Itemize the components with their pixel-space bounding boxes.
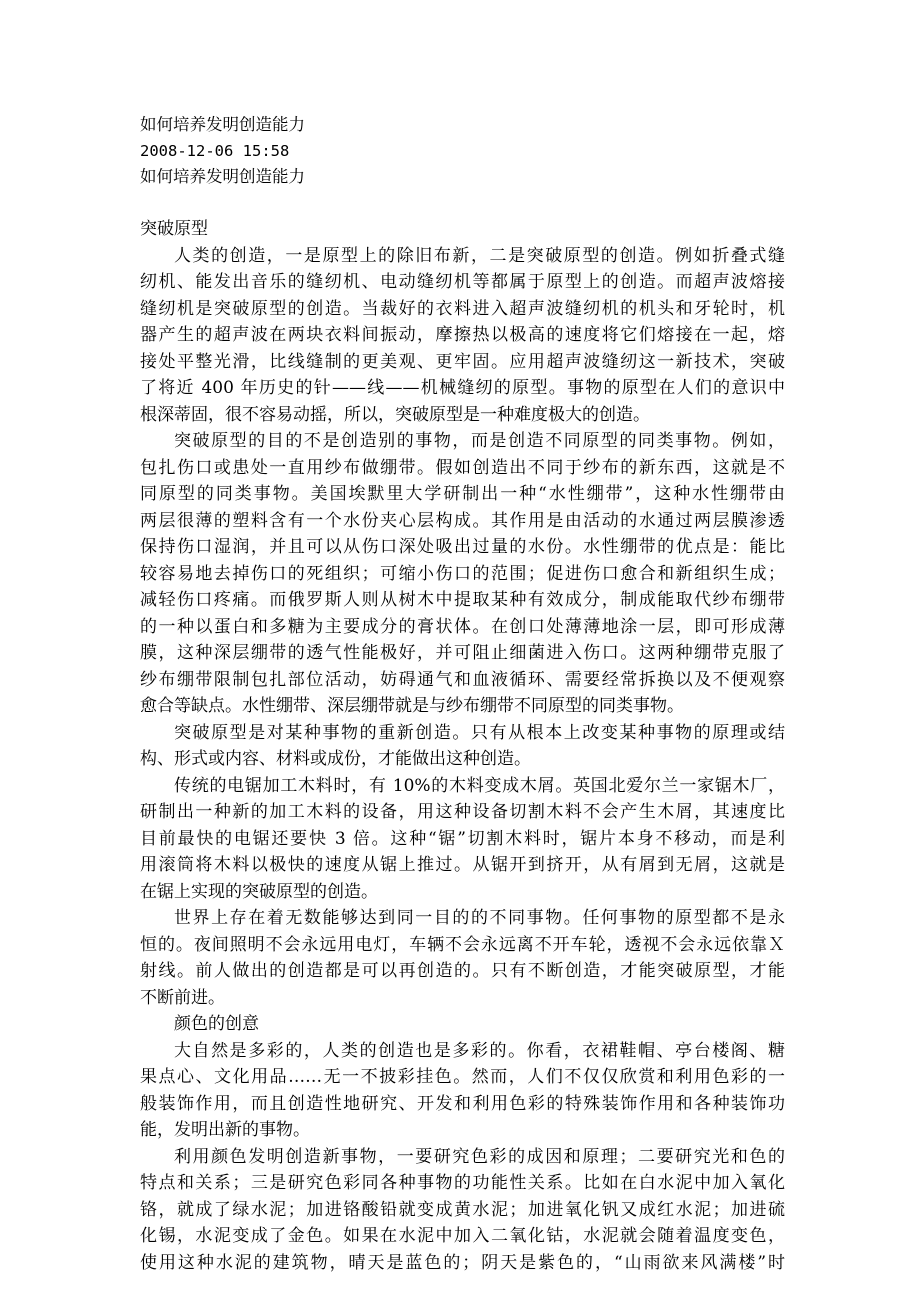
text-line: 愈合等缺点。水性绷带、深层绷带就是与纱布绷带不同原型的同类事物。 [140,696,684,716]
text-line: 果点心、文化用品……无一不披彩挂色。然而，人们不仅仅欣赏和利用色彩的一 [140,1067,785,1087]
text-line: 化锡，水泥变成了金色。如果在水泥中加入二氧化钴，水泥就会随着温度变色， [140,1226,785,1246]
text-line: 纱布绷带限制包扎部位活动，妨碍通气和血液循环、需要经常拆换以及不便观察 [140,669,785,690]
blank-line [140,190,785,216]
section-heading: 颜色的创意 [174,1014,259,1034]
text-line: 根深蒂固，很不容易动摇，所以，突破原型是一种难度极大的创造。 [140,404,650,425]
text-line: 恒的。夜间照明不会永远用电灯，车辆不会永远离不开车轮，透视不会永远依靠Ｘ [140,934,785,955]
text-line: 减轻伤口疼痛。而俄罗斯人则从树木中提取某种有效成分，制成能取代纱布绷带 [140,590,785,610]
text-line: 特点和关系；三是研究色彩同各种事物的功能性关系。比如在白水泥中加入氧化 [140,1173,785,1193]
text-line: 利用颜色发明创造新事物，一要研究色彩的成因和原理；二要研究光和色的 [174,1146,785,1167]
text-line: 器产生的超声波在两块衣料间振动，摩擦热以极高的速度将它们熔接在一起，熔 [140,325,785,345]
document-subtitle: 如何培养发明创造能力 [140,167,305,186]
post-datetime: 2008-12-06 15:58 [140,142,290,160]
text-line: 保持伤口湿润，并且可以从伤口深处吸出过量的水份。水性绷带的优点是：能比 [140,537,785,557]
document-title: 如何培养发明创造能力 [140,115,305,134]
text-line: 突破原型的目的不是创造别的事物，而是创造不同原型的同类事物。例如， [174,431,785,451]
text-line: 不断前进。 [140,987,225,1008]
text-line: 传统的电锯加工木料时，有 10%的木料变成木屑。英国北爱尔兰一家锯木厂， [174,775,785,796]
document-page [140,112,785,1276]
text-line: 较容易地去掉伤口的死组织；可缩小伤口的范围；促进伤口愈合和新组织生成； [140,563,785,584]
text-line: 缝纫机是突破原型的创造。当裁好的衣料进入超声波缝纫机的机头和牙轮时，机 [140,298,785,319]
text-line: 两层很薄的塑料含有一个水份夹心层构成。其作用是由活动的水通过两层膜渗透 [140,510,785,531]
text-line: 用滚筒将木料以极快的速度从锯上推过。从锯开到挤开，从有屑到无屑，这就是 [140,855,785,875]
text-line: 的一种以蛋白和多糖为主要成分的膏状体。在创口处薄薄地涂一层，即可形成薄 [140,616,785,637]
text-line: 铬，就成了绿水泥；加进铬酸铅就变成黄水泥；加进氧化钒又成红水泥；加进硫 [140,1199,785,1220]
text-line: 接处平整光滑，比线缝制的更美观、更牢固。应用超声波缝纫这一新技术，突破 [140,351,785,372]
text-line: 同原型的同类事物。美国埃默里大学研制出一种“水性绷带”，这种水性绷带由 [140,484,785,504]
text-line: 人类的创造，一是原型上的除旧布新，二是突破原型的创造。例如折叠式缝 [174,245,785,266]
text-line: 包扎伤口或患处一直用纱布做绷带。假如创造出不同于纱布的新东西，这就是不 [140,457,785,478]
text-line: 目前最快的电锯还要快 3 倍。这种“锯”切割木料时，锯片本身不移动，而是利 [140,828,785,849]
text-line: 纫机、能发出音乐的缝纫机、电动缝纫机等都属于原型上的创造。而超声波熔接 [140,272,785,292]
text-line: 射线。前人做出的创造都是可以再创造的。只有不断创造，才能突破原型，才能 [140,961,785,981]
text-line: 能，发明出新的事物。 [140,1120,310,1140]
text-line: 在锯上实现的突破原型的创造。 [140,881,378,902]
text-line: 使用这种水泥的建筑物，晴天是蓝色的；阴天是紫色的，“山雨欲来风满楼”时 [140,1252,785,1273]
section-heading: 突破原型 [140,219,208,239]
text-line: 突破原型是对某种事物的重新创造。只有从根本上改变某种事物的原理或结 [174,722,785,743]
text-line: 膜，这种深层绷带的透气性能极好，并可阻止细菌进入伤口。这两种绷带克服了 [140,643,785,663]
text-line: 研制出一种新的加工木料的设备，用这种设备切割木料不会产生木屑，其速度比 [140,802,785,822]
text-line: 世界上存在着无数能够达到同一目的的不同事物。任何事物的原型都不是永 [174,908,785,928]
text-line: 了将近 400 年历史的针——线——机械缝纫的原型。事物的原型在人们的意识中 [140,378,785,398]
document-body [140,216,785,1276]
text-line: 构、形式或内容、材料或成份，才能做出这种创造。 [140,749,531,769]
text-line: 大自然是多彩的，人类的创造也是多彩的。你看，衣裙鞋帽、亭台楼阁、糖 [174,1040,785,1061]
text-line: 般装饰作用，而且创造性地研究、开发和利用色彩的特殊装饰作用和各种装饰功 [140,1093,785,1114]
